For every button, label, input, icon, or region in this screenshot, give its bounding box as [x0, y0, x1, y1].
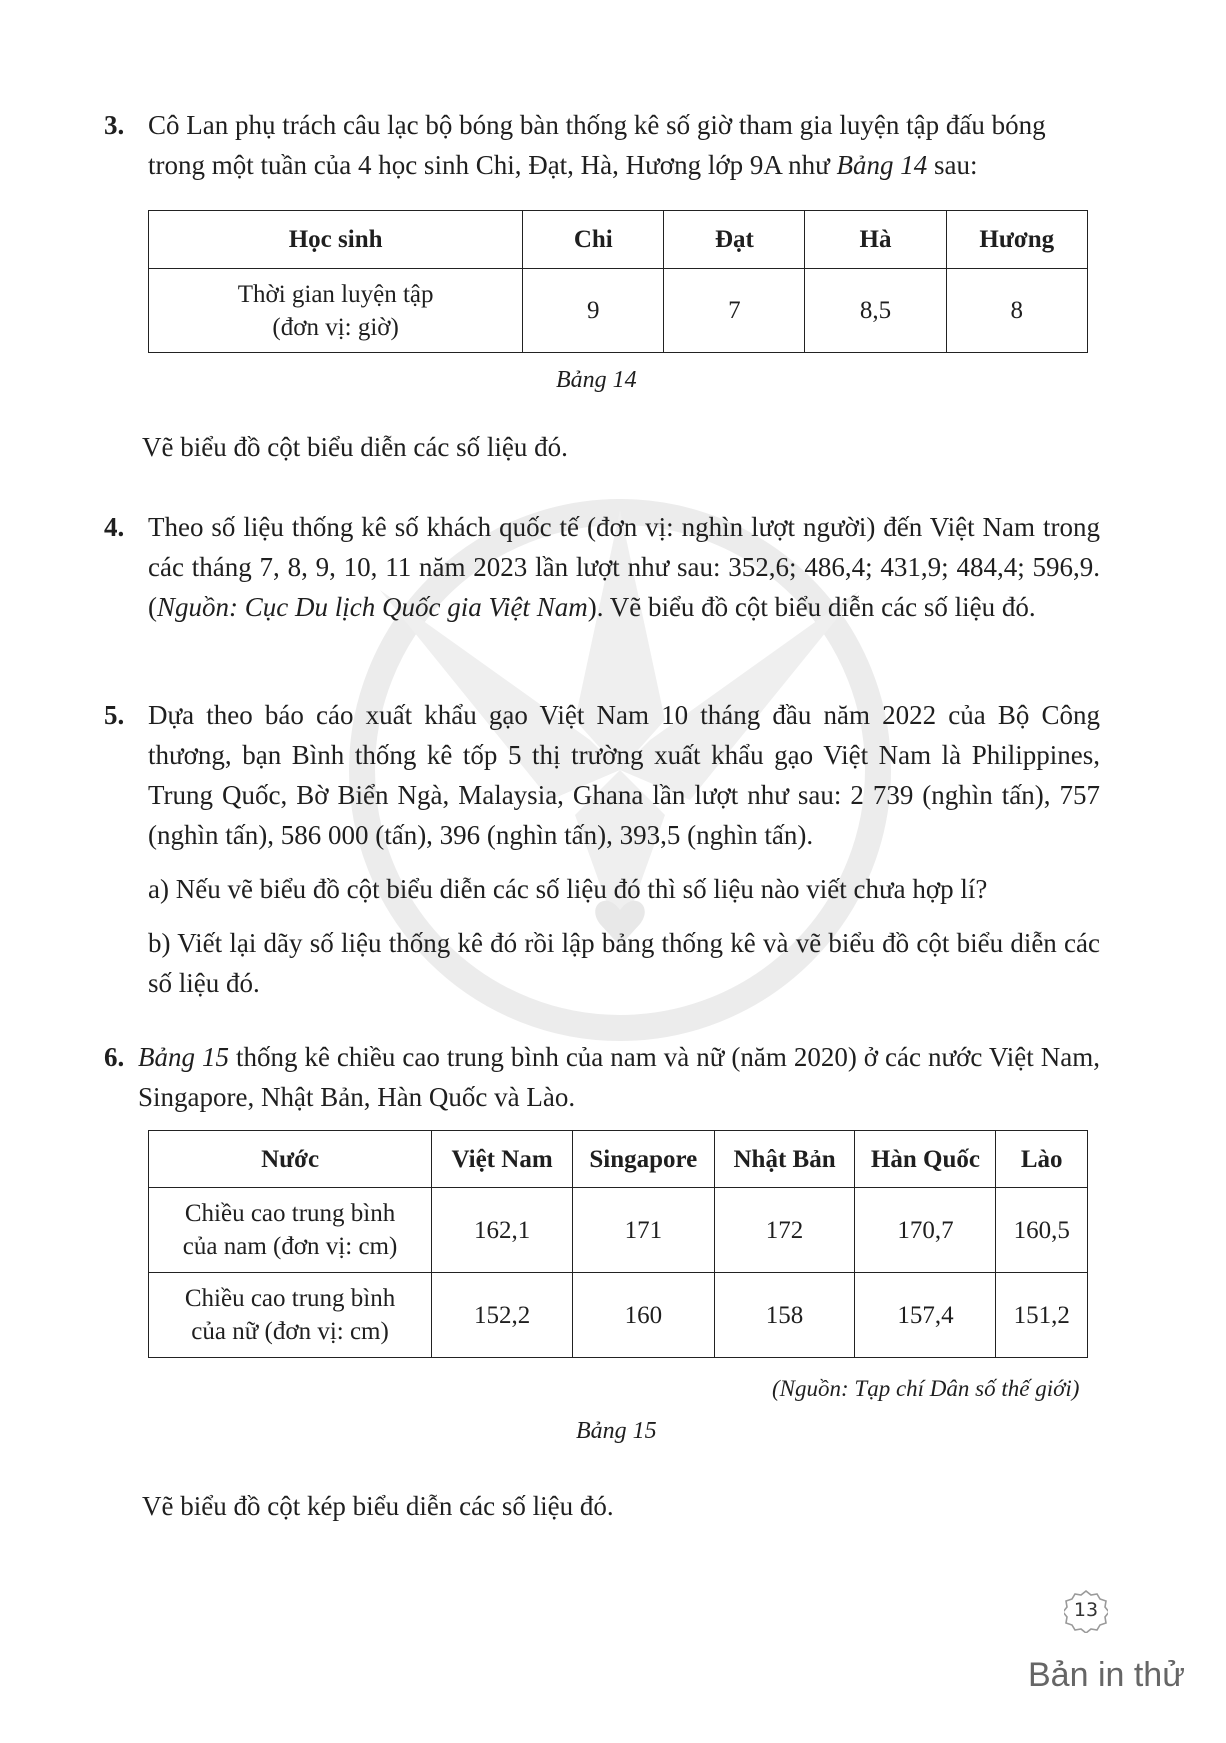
header-cell: Chi: [523, 211, 664, 269]
table-cell: 152,2: [432, 1273, 573, 1358]
table-cell: 8: [946, 269, 1087, 353]
exercise-number: 6.: [104, 1042, 125, 1072]
table-cell: 151,2: [996, 1273, 1088, 1358]
table-reference: Bảng 15: [138, 1042, 229, 1072]
table-cell: 171: [573, 1188, 715, 1273]
subquestion-b: b) Viết lại dãy số liệu thống kê đó rồi lập bảng thống kê và vẽ biểu đồ cột biểu diễn các số liệu đó.: [148, 928, 1100, 998]
row-label-line: (đơn vị: giờ): [272, 313, 399, 341]
table-caption: Bảng 15: [576, 1418, 657, 1444]
exercise-3: [104, 105, 1100, 185]
exercise-text: trong một tuần của 4 học sinh Chi, Đạt, Hà, Hương lớp 9A như: [148, 150, 837, 180]
exercise-text-line: Cô Lan phụ trách câu lạc bộ bóng bàn thống kê số giờ tham gia luyện tập đấu bóng: [148, 110, 1046, 140]
header-cell: Đạt: [664, 211, 805, 269]
table-cell: 8,5: [805, 269, 946, 353]
header-cell: Hương: [946, 211, 1087, 269]
exercise-text: sau:: [927, 150, 978, 180]
table-cell: 160: [573, 1273, 715, 1358]
exercise-4: [104, 507, 1100, 627]
table-cell: 172: [714, 1188, 855, 1273]
header-cell: Hàn Quốc: [855, 1131, 996, 1188]
header-cell: Lào: [996, 1131, 1088, 1188]
row-label: [149, 269, 523, 353]
table-cell: 7: [664, 269, 805, 353]
exercise-6: [104, 1037, 1100, 1117]
exercise-number: 5.: [104, 700, 125, 730]
row-label: [149, 1273, 432, 1358]
table-cell: 157,4: [855, 1273, 996, 1358]
task-text: Vẽ biểu đồ cột biểu diễn các số liệu đó.: [142, 432, 568, 462]
table-15: [148, 1130, 1088, 1358]
row-label-line: Chiều cao trung bình: [184, 1200, 396, 1227]
row-label-line: Thời gian luyện tập: [237, 280, 434, 308]
page-number: 13: [1073, 1599, 1099, 1621]
exercise-text: thống kê chiều cao trung bình của nam và nữ (năm 2020) ở các nước Việt Nam, Singapore, Nhật Bản, Hàn Quốc và Lào.: [138, 1042, 1100, 1112]
table-caption: Bảng 14: [556, 367, 637, 393]
row-label-line: của nam (đơn vị: cm): [182, 1233, 398, 1260]
exercise-5: [104, 695, 1100, 1003]
exercise-number: 3.: [104, 110, 125, 140]
table-reference: Bảng 14: [836, 150, 928, 180]
subquestion-a: a) Nếu vẽ biểu đồ cột biểu diễn các số liệu đó thì số liệu nào viết chưa hợp lí?: [148, 874, 988, 904]
header-cell: Học sinh: [149, 211, 523, 269]
exercise-text: ). Vẽ biểu đồ cột biểu diễn các số liệu đó.: [587, 592, 1036, 622]
row-label-line: Chiều cao trung bình: [184, 1285, 396, 1312]
table-source: (Nguồn: Tạp chí Dân số thế giới): [772, 1376, 1080, 1401]
task-text: Vẽ biểu đồ cột kép biểu diễn các số liệu đó.: [142, 1491, 614, 1521]
table-cell: 160,5: [996, 1188, 1088, 1273]
row-label: [149, 1188, 432, 1273]
header-cell: Nhật Bản: [714, 1131, 855, 1188]
table-cell: 170,7: [855, 1188, 996, 1273]
header-cell: Việt Nam: [432, 1131, 573, 1188]
exercise-text: Theo số liệu thống kê số khách quốc tế (đơn vị: nghìn lượt người) đến Việt Nam trong các tháng 7, 8, 9, 10, 11 năm 2023 lần lượt như sau: 352,6; 486,4; 431,9; 484,4; 596,9. (: [148, 512, 1100, 622]
exercise-number: 4.: [104, 512, 125, 542]
draft-label: Bản in thử: [1028, 1656, 1185, 1694]
table-14: [148, 210, 1088, 353]
row-label-line: của nữ (đơn vị: cm): [191, 1318, 389, 1345]
header-cell: Singapore: [573, 1131, 715, 1188]
source-reference: Nguồn: Cục Du lịch Quốc gia Việt Nam: [157, 592, 588, 622]
table-cell: 162,1: [432, 1188, 573, 1273]
header-cell: Hà: [805, 211, 946, 269]
exercise-text: Dựa theo báo cáo xuất khẩu gạo Việt Nam 10 tháng đầu năm 2022 của Bộ Công thương, bạn Bình thống kê tốp 5 thị trường xuất khẩu gạo Việt Nam là Philippines, Trung Quốc, Bờ Biển Ngà, Malaysia, Ghana lần lượt như sau: 2 739 (nghìn tấn), 757 (nghìn tấn), 586 000 (tấn), 396 (nghìn tấn), 393,5 (nghìn tấn).: [148, 700, 1100, 850]
header-cell: Nước: [149, 1131, 432, 1188]
table-cell: 9: [523, 269, 664, 353]
table-cell: 158: [714, 1273, 855, 1358]
